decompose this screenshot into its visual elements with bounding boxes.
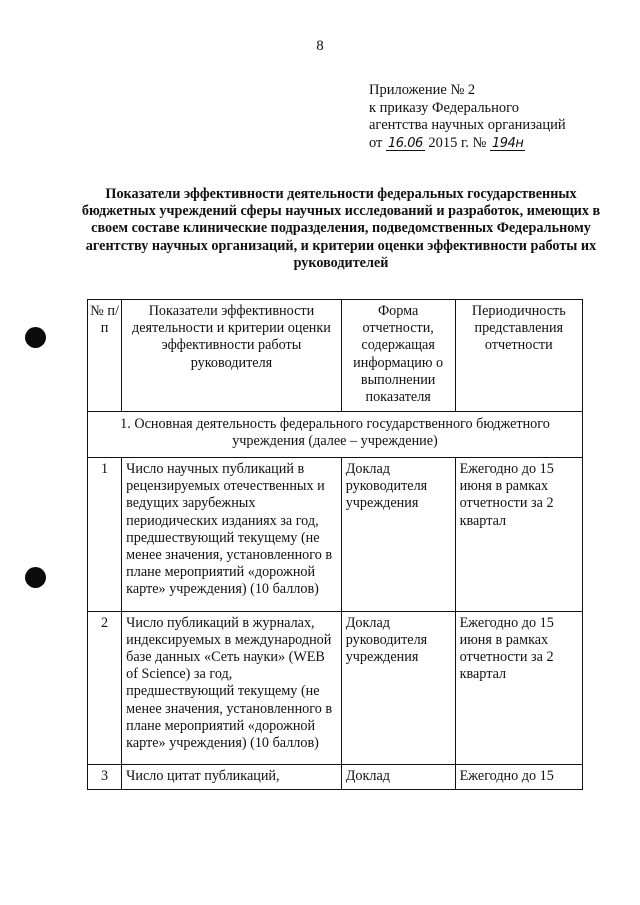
table-row [88, 611, 583, 765]
row-number: 1 [88, 458, 122, 612]
date-prefix: от [369, 134, 383, 151]
document-title: Показатели эффективности деятельности федеральных государственных бюджетных учреждений сферы научных исследований и разработок, имеющих в своем составе клинические подразделения, подведомственных Федеральному агентству научных организаций, и критерии оценки эффективности работы их руководителей [81, 186, 601, 271]
row-report-form: Доклад руководителя учреждения [341, 458, 455, 612]
row-number: 3 [88, 765, 122, 790]
section-row [88, 412, 583, 458]
punch-hole-icon [25, 567, 46, 588]
row-periodicity: Ежегодно до 15 июня в рамках отчетности за 2 квартал [455, 611, 582, 765]
appendix-block [369, 82, 631, 152]
appendix-order-ref: к приказу Федерального [369, 99, 520, 116]
header-number: № п/п [88, 300, 122, 412]
punch-hole-icon [25, 327, 46, 348]
row-report-form: Доклад руководителя учреждения [341, 611, 455, 765]
row-indicator: Число цитат публикаций, [122, 765, 342, 790]
row-report-form: Доклад [341, 765, 455, 790]
appendix-agency: агентства научных организаций [369, 117, 566, 133]
header-indicator: Показатели эффективности деятельности и критерии оценки эффективности работы руководителя [122, 300, 342, 412]
table-header-row [88, 300, 583, 412]
row-indicator: Число научных публикаций в рецензируемых отечественных и ведущих зарубежных периодических изданиях за год, предшествующий текущему (не менее значения, установленного в плане мероприятий «дорожной карте» учреждения) (10 баллов) [122, 458, 342, 612]
row-periodicity: Ежегодно до 15 июня в рамках отчетности за 2 квартал [455, 458, 582, 612]
appendix-title: Приложение № 2 [369, 82, 476, 98]
year-text: 2015 г. № [428, 134, 487, 151]
table-row [88, 458, 583, 612]
handwritten-date: 16.06 [388, 135, 423, 151]
appendix-date-line [369, 135, 631, 153]
row-indicator: Число публикаций в журналах, индексируемых в международной базе данных «Сеть науки» (WEB of Science) за год, предшествующий текущему (не менее значения, установленного в плане мероприятий «дорожной карте» учреждения) (10 баллов) [122, 611, 342, 765]
table-row [88, 765, 583, 790]
page-number: 8 [316, 38, 324, 54]
row-number: 2 [88, 611, 122, 765]
indicators-table [87, 299, 583, 790]
header-report-form: Форма отчетности, содержащая информацию о выполнении показателя [341, 300, 455, 412]
header-periodicity: Периодичность представления отчетности [455, 300, 582, 412]
section-title: 1. Основная деятельность федерального государственного бюджетного учреждения (далее – учреждение) [88, 412, 583, 458]
handwritten-number: 194н [492, 135, 524, 151]
row-periodicity: Ежегодно до 15 [455, 765, 582, 790]
